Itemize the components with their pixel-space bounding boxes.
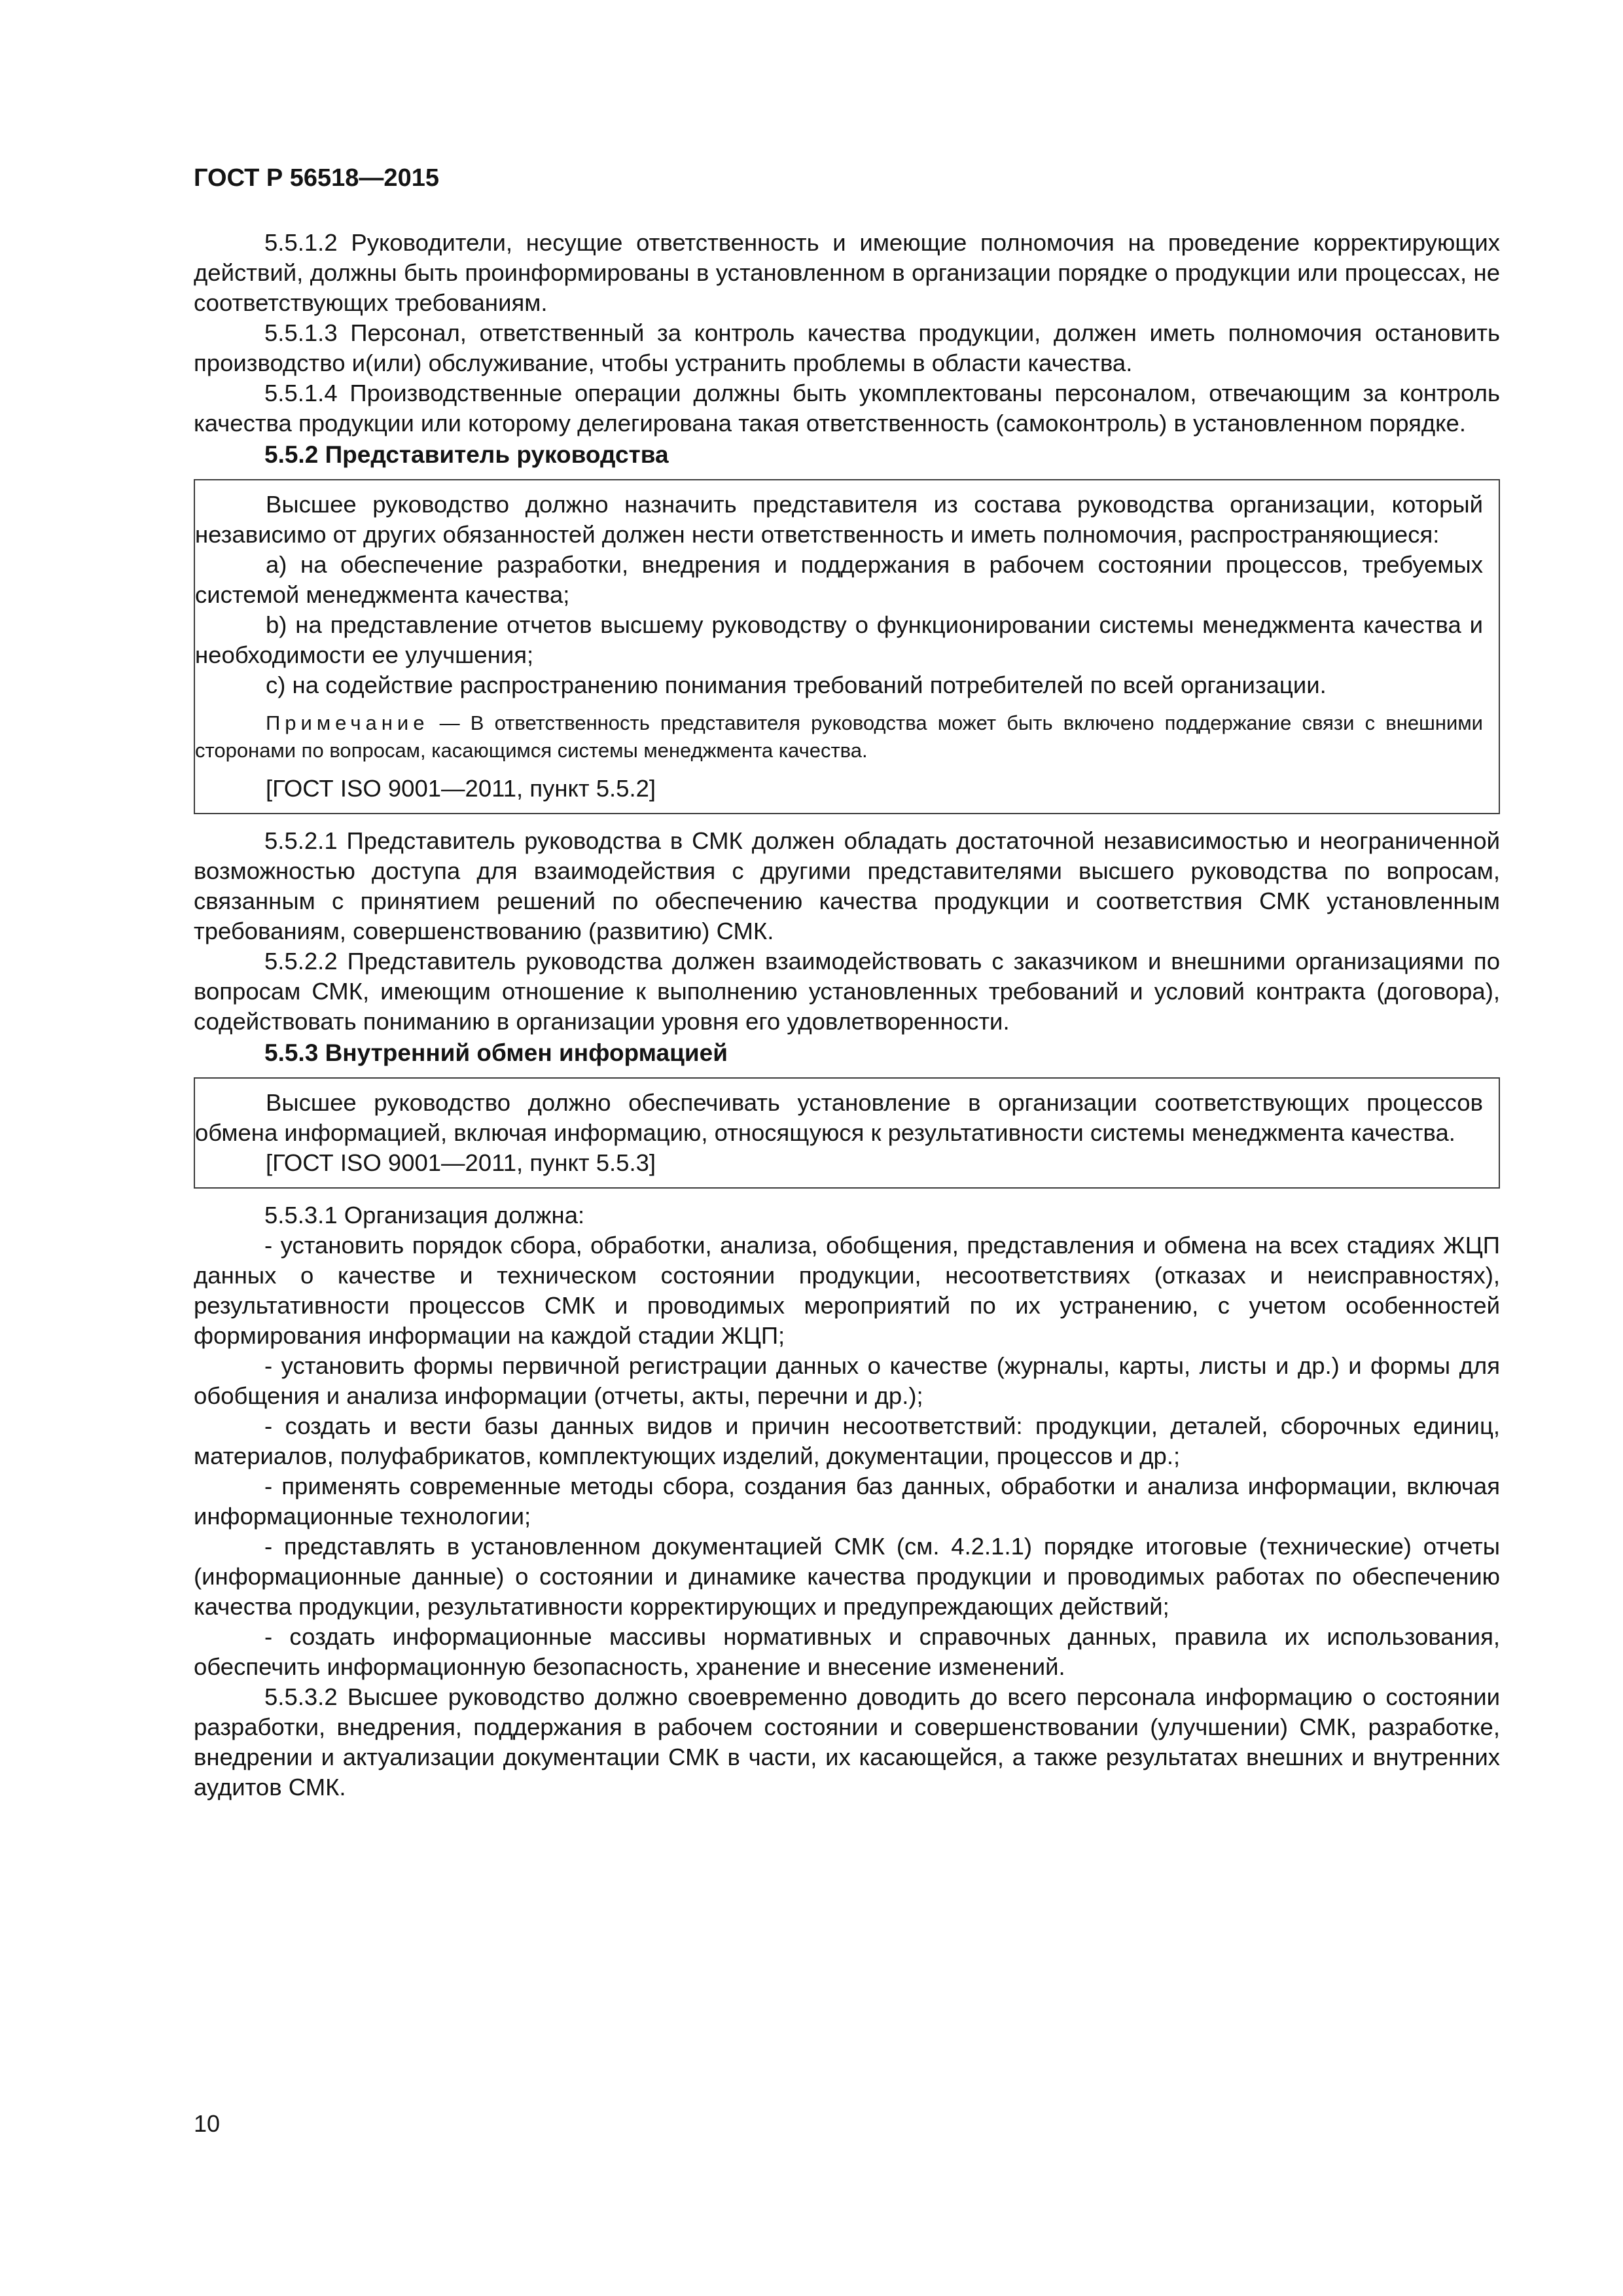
quote-553-reference: [ГОСТ ISO 9001—2011, пункт 5.5.3]	[266, 1149, 656, 1176]
paragraph-5532: 5.5.3.2 Высшее руководство должно своевременно доводить до всего персонала информацию о состоянии разработки, внедрения, поддержания в рабочем состоянии и совершенствовании (улучшении) СМК, разработке, внедрении и актуализации документации СМК в части, их касающейся, а также результатах внешних и внутренних аудитов СМК.	[194, 1683, 1500, 1801]
quote-552-item-b: b) на представление отчетов высшему руководству о функционировании системы менеджмента качества и необходимости ее улучшения;	[195, 611, 1483, 668]
quote-552-item-c: c) на содействие распространению понимания требований потребителей по всей организации.	[266, 672, 1327, 698]
paragraph-5513: 5.5.1.3 Персонал, ответственный за контроль качества продукции, должен иметь полномочия остановить производство и(или) обслуживание, чтобы устранить проблемы в области качества.	[194, 319, 1500, 376]
paragraph-5522: 5.5.2.2 Представитель руководства должен взаимодействовать с заказчиком и внешними организациями по вопросам СМК, имеющим отношение к выполнению установленных требований и условий контракта (договора), содействовать пониманию в организации уровня его удовлетворенности.	[194, 948, 1500, 1035]
heading-553: 5.5.3 Внутренний обмен информацией	[264, 1039, 728, 1066]
list-item: - установить порядок сбора, обработки, анализа, обобщения, представления и обмена на всех стадиях ЖЦП данных о качестве и техническом состоянии продукции, несоответствиях (отказах и неисправностях), результативности процессов СМК и проводимых мероприятий по их устранению, с учетом особенностей формирования информации на каждой стадии ЖЦП;	[194, 1232, 1500, 1349]
quote-box-552	[194, 479, 1500, 814]
quote-552-reference: [ГОСТ ISO 9001—2011, пункт 5.5.2]	[266, 775, 656, 802]
list-item: - создать информационные массивы нормативных и справочных данных, правила их использования, обеспечить информационную безопасность, хранение и внесение изменений.	[194, 1623, 1500, 1680]
paragraph-5531: 5.5.3.1 Организация должна:	[264, 1202, 585, 1229]
heading-552: 5.5.2 Представитель руководства	[264, 441, 669, 468]
quote-553-text: Высшее руководство должно обеспечивать установление в организации соответствующих процессов обмена информацией, включая информацию, относящуюся к результативности системы менеджмента качества.	[195, 1089, 1483, 1146]
quote-552-note	[195, 709, 1483, 764]
quote-box-553	[194, 1077, 1500, 1189]
page-number: 10	[194, 2110, 221, 2137]
list-item: - установить формы первичной регистрации данных о качестве (журналы, карты, листы и др.) и формы для обобщения и анализа информации (отчеты, акты, перечни и др.);	[194, 1352, 1500, 1409]
list-item: - представлять в установленном документацией СМК (см. 4.2.1.1) порядке итоговые (технические) отчеты (информационные данные) о состоянии и динамике качества продукции и проводимых работах по обеспечению качества продукции, результативности корректирующих и предупреждающих действий;	[194, 1533, 1500, 1620]
quote-552-intro: Высшее руководство должно назначить представителя из состава руководства организации, который независимо от других обязанностей должен нести ответственность и иметь полномочия, распространяющиеся:	[195, 491, 1483, 548]
document-header: ГОСТ Р 56518—2015	[194, 164, 439, 192]
paragraph-5514: 5.5.1.4 Производственные операции должны быть укомплектованы персоналом, отвечающим за контроль качества продукции или которому делегирована такая ответственность (самоконтроль) в установленном порядке.	[194, 380, 1500, 437]
note-label: Примечание	[266, 711, 429, 734]
page-content	[194, 228, 1500, 1803]
paragraph-5521: 5.5.2.1 Представитель руководства в СМК должен обладать достаточной независимостью и неограниченной возможностью доступа для взаимодействия с другими представителями высшего руководства по вопросам, связанным с принятием решений по обеспечению качества продукции и соответствия СМК установленным требованиям, совершенствованию (развитию) СМК.	[194, 827, 1500, 944]
paragraph-5512: 5.5.1.2 Руководители, несущие ответственность и имеющие полномочия на проведение корректирующих действий, должны быть проинформированы в установленном в организации порядке о продукции или процессах, не соответствующих требованиям.	[194, 229, 1500, 316]
list-item: - создать и вести базы данных видов и причин несоответствий: продукции, деталей, сборочных единиц, материалов, полуфабрикатов, комплектующих изделий, документации, процессов и др.;	[194, 1412, 1500, 1469]
quote-552-item-a: a) на обеспечение разработки, внедрения и поддержания в рабочем состоянии процессов, требуемых системой менеджмента качества;	[195, 551, 1483, 608]
note-text: — В ответственность представителя руководства может быть включено поддержание связи с внешними сторонами по вопросам, касающимся системы менеджмента качества.	[195, 711, 1483, 762]
list-item: - применять современные методы сбора, создания баз данных, обработки и анализа информации, включая информационные технологии;	[194, 1473, 1500, 1530]
